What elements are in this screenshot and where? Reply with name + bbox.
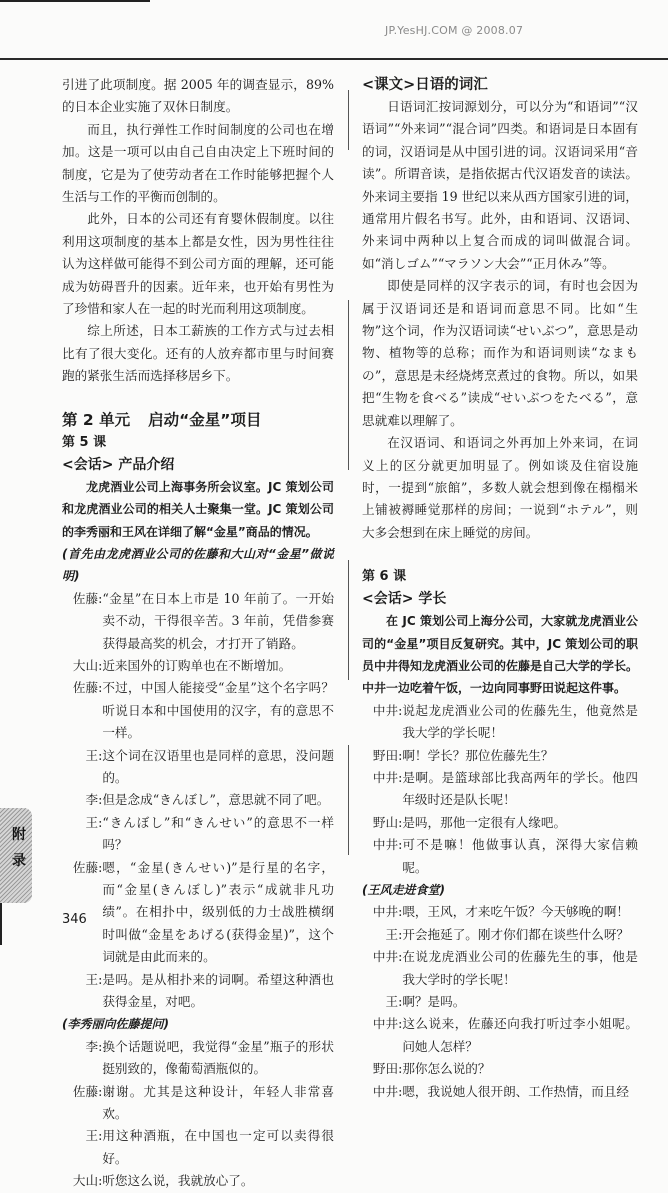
- scene-intro: 龙虎酒业公司上海事务所会议室。JC 策划公司和龙虎酒业公司的相关人士聚集一堂。JC 策划公司的李秀丽和王风在详细了解“金星”商品的情况。: [62, 479, 334, 539]
- dialog-line: [362, 901, 638, 923]
- dialog-line: [362, 1081, 638, 1103]
- dialog-line: [62, 812, 334, 857]
- dialog-line: [362, 812, 638, 834]
- dialog-line: [62, 857, 334, 969]
- scene-intro: 在 JC 策划公司上海分公司，大家就龙虎酒业公司的“金星”项目反复研究。其中，JC 策划公司的职员中井得知龙虎酒业公司的佐藤是自己大学的学长。中井一边吃着午饭，一边向同事野田说起这件事。: [362, 614, 639, 696]
- dialog-line: [362, 700, 638, 745]
- speaker: 王:: [85, 747, 103, 763]
- speaker: 中井:: [372, 702, 403, 718]
- utterance: 谢谢。尤其是这种设计，年轻人非常喜欢。: [102, 1083, 334, 1122]
- utterance: “金星”在日本上市是 10 年前了。一开始卖不动，干得很辛苦。3 年前，凭借参赛获得最高奖的机会，才打开了销路。: [102, 590, 334, 651]
- left-column: [62, 74, 334, 1193]
- dialog-line: [62, 1170, 334, 1192]
- paragraph: 综上所述，日本工薪族的工作方式与过去相比有了很大变化。还有的人放弃都市里与时间赛跑的紧张生活而选择移居乡下。: [62, 323, 334, 384]
- paragraph: 而且，执行弹性工作时间制度的公司也在增加。这是一项可以由自己自由决定上下班时间的制度，它是为了使劳动者在工作时能够把握个人生活与工作的平衡而创制的。: [62, 121, 334, 205]
- speaker: 佐藤:: [72, 590, 103, 606]
- dialog-line: [62, 1036, 334, 1081]
- header-rule: [0, 58, 668, 60]
- speaker: 中井:: [372, 837, 403, 853]
- speaker: 大山:: [72, 1173, 103, 1189]
- unit-heading: [62, 408, 334, 432]
- utterance: 那你怎么说的？: [402, 1061, 491, 1077]
- speaker: 王:: [85, 971, 103, 987]
- column-divider: [348, 745, 349, 855]
- utterance: 这个词在汉语里也是同样的意思，没问题的。: [102, 747, 334, 785]
- speaker: 中井:: [372, 904, 403, 920]
- dialog-line: [62, 677, 334, 744]
- utterance: 可不是嘛！他做事认真，深得大家信赖呢。: [402, 837, 638, 875]
- speaker: 王:: [385, 926, 403, 942]
- speaker: 野山:: [372, 814, 403, 830]
- utterance: 开会拖延了。刚才你们都在谈些什么呀？: [402, 926, 629, 942]
- utterance: 听您这么说，我就放心了。: [102, 1173, 254, 1189]
- side-tab-bar: [0, 903, 2, 945]
- dialog-line: [62, 1081, 334, 1126]
- dialog-line: [62, 588, 334, 655]
- dialog-line: [62, 1125, 334, 1170]
- watermark: JP.YesHJ.COM @ 2008.07: [385, 24, 524, 37]
- page-number: 346: [62, 912, 87, 927]
- column-divider: [348, 90, 349, 150]
- utterance: 但是念成“きんぼし”，意思就不同了吧。: [102, 792, 330, 808]
- dialog-line: [362, 1058, 638, 1080]
- paragraph: 日语词汇按词源划分，可以分为“和语词”“汉语词”“外来词”“混合词”四类。和语词是日本固有的词，汉语词是从中国引进的词。汉语词采用“音读”。所谓音读，是指依据古代汉语发音的读法。外来词主要指 19 世纪以来从西方国家引进的词，通常用片假名书写。此外，由和语词、汉语词、外来词中两种以上复合而成的词叫做混合词。如“消しゴム”“マラソン大会”“正月休み”等。: [362, 99, 638, 271]
- speaker: 王:: [85, 1128, 103, 1144]
- speaker: 中井:: [372, 769, 403, 785]
- utterance: 这么说来，佐藤还向我打听过李小姐呢。问她人怎样？: [402, 1016, 638, 1054]
- dialog-line: [362, 946, 638, 991]
- speaker: 佐藤:: [72, 1083, 103, 1099]
- utterance: 啊！学长？那位佐藤先生？: [402, 747, 554, 763]
- stage-direction: (王风走进食堂): [362, 883, 445, 897]
- utterance: 啊？是吗。: [402, 994, 466, 1010]
- paragraph: 引进了此项制度。据 2005 年的调查显示，89%的日本企业实施了双休日制度。: [62, 77, 334, 115]
- dialog-block: [362, 901, 638, 1103]
- utterance: 不过，中国人能接受“金星”这个名字吗？听说日本和中国使用的汉字，有的意思不一样。: [102, 680, 334, 741]
- utterance: 是吗。是从相扑来的词啊。希望这种酒也获得金星，对吧。: [102, 971, 334, 1010]
- dialog-block: [62, 588, 334, 1014]
- conversation-heading: <会话> 产品介绍: [62, 456, 175, 473]
- dialog-line: [62, 655, 334, 677]
- utterance: 说起龙虎酒业公司的佐藤先生，他竟然是我大学的学长呢！: [402, 702, 638, 741]
- speaker: 王:: [385, 994, 403, 1010]
- stage-direction: (首先由龙虎酒业公司的佐藤和大山对“金星”做说明): [62, 546, 334, 584]
- speaker: 野田:: [372, 747, 403, 763]
- speaker: 李:: [85, 792, 103, 808]
- text-heading: <课文>日语的词汇: [362, 77, 488, 93]
- appendix-tab-label: 附录: [12, 827, 26, 869]
- speaker: 佐藤:: [72, 680, 103, 696]
- speaker: 野田:: [372, 1061, 403, 1077]
- dialog-line: [362, 1013, 638, 1058]
- dialog-line: [62, 789, 334, 811]
- dialog-line: [62, 969, 334, 1014]
- utterance: 换个话题说吧，我觉得“金星”瓶子的形状挺别致的，像葡萄酒瓶似的。: [102, 1038, 334, 1077]
- speaker: 中井:: [372, 949, 403, 965]
- right-column: [362, 74, 638, 1103]
- speaker: 李:: [85, 1038, 103, 1054]
- dialog-line: [362, 767, 638, 812]
- dialog-line: [362, 991, 638, 1013]
- paragraph: 在汉语词、和语词之外再加上外来词，在词义上的区分就更加明显了。例如谈及住宿设施时，一提到“旅館”，多数人就会想到像在榻榻米上铺被褥睡觉那样的房间；一说到“ホテル”，则大多会想到在床上睡觉的房间。: [362, 435, 638, 540]
- top-edge-rule: [0, 0, 150, 2]
- utterance: 嗯，我说她人很开朗、工作热情，而且经: [402, 1083, 629, 1099]
- stage-direction: (李秀丽向佐藤提问): [62, 1017, 169, 1032]
- speaker: 中井:: [372, 1016, 403, 1032]
- utterance: 喂，王风，才来吃午饭？今天够晚的啊！: [402, 904, 629, 920]
- utterance: “きんぼし”和“きんせい”的意思不一样吗？: [102, 814, 334, 853]
- utterance: 近来国外的订购单也在不断增加。: [102, 657, 292, 673]
- speaker: 王:: [85, 814, 103, 830]
- utterance: 嗯，“金星(きんせい)”是行星的名字，而“金星(きんぼし)”表示“成就非凡功绩”。在相扑中，级别低的力士战胜横纲时叫做“金星をあげる(获得金星)”，这个词就是由此而来的。: [102, 859, 334, 965]
- speaker: 中井:: [372, 1083, 403, 1099]
- dialog-block: [362, 700, 638, 879]
- dialog-line: [62, 745, 334, 790]
- utterance: 用这种酒瓶，在中国也一定可以卖得很好。: [102, 1128, 334, 1166]
- dialog-line: [362, 745, 638, 767]
- unit-title: 启动“金星”项目: [148, 410, 262, 429]
- paragraph: 此外，日本的公司还有育婴休假制度。以往利用这项制度的基本上都是女性，因为男性往往认为这样做可能得不到公司方面的理解，还可能成为妨碍晋升的因素。近年来，也开始有男性为了珍惜和家人在一起的时光而利用这项制度。: [62, 211, 334, 317]
- utterance: 在说龙虎酒业公司的佐藤先生的事，他是我大学时的学长呢！: [402, 949, 638, 987]
- lesson-heading: 第 5 课: [62, 434, 107, 450]
- utterance: 是吗，那他一定很有人缘吧。: [402, 814, 567, 830]
- dialog-line: [362, 834, 638, 879]
- conversation-heading: <会话> 学长: [362, 591, 447, 608]
- column-divider: [348, 560, 349, 680]
- paragraph: 即使是同样的汉字表示的词，有时也会因为属于汉语词还是和语词而意思不同。比如“生物”这个词，作为汉语词读“せいぶつ”，意思是动物、植物等的总称；而作为和语词则读“なまもの”，意思是未经烧烤烹煮过的食物。所以，如果把“生物を食べる”读成“せいぶつをたべる”，意思就难以理解了。: [362, 278, 638, 428]
- utterance: 是啊。是篮球部比我高两年的学长。他四年级时还是队长呢！: [402, 769, 638, 808]
- speaker: 佐藤:: [72, 859, 103, 875]
- dialog-block: [62, 1036, 334, 1193]
- lesson-heading: 第 6 课: [362, 569, 407, 585]
- unit-number: 第 2 单元: [62, 410, 131, 429]
- speaker: 大山:: [72, 657, 103, 673]
- column-divider: [348, 300, 349, 470]
- dialog-line: [362, 924, 638, 946]
